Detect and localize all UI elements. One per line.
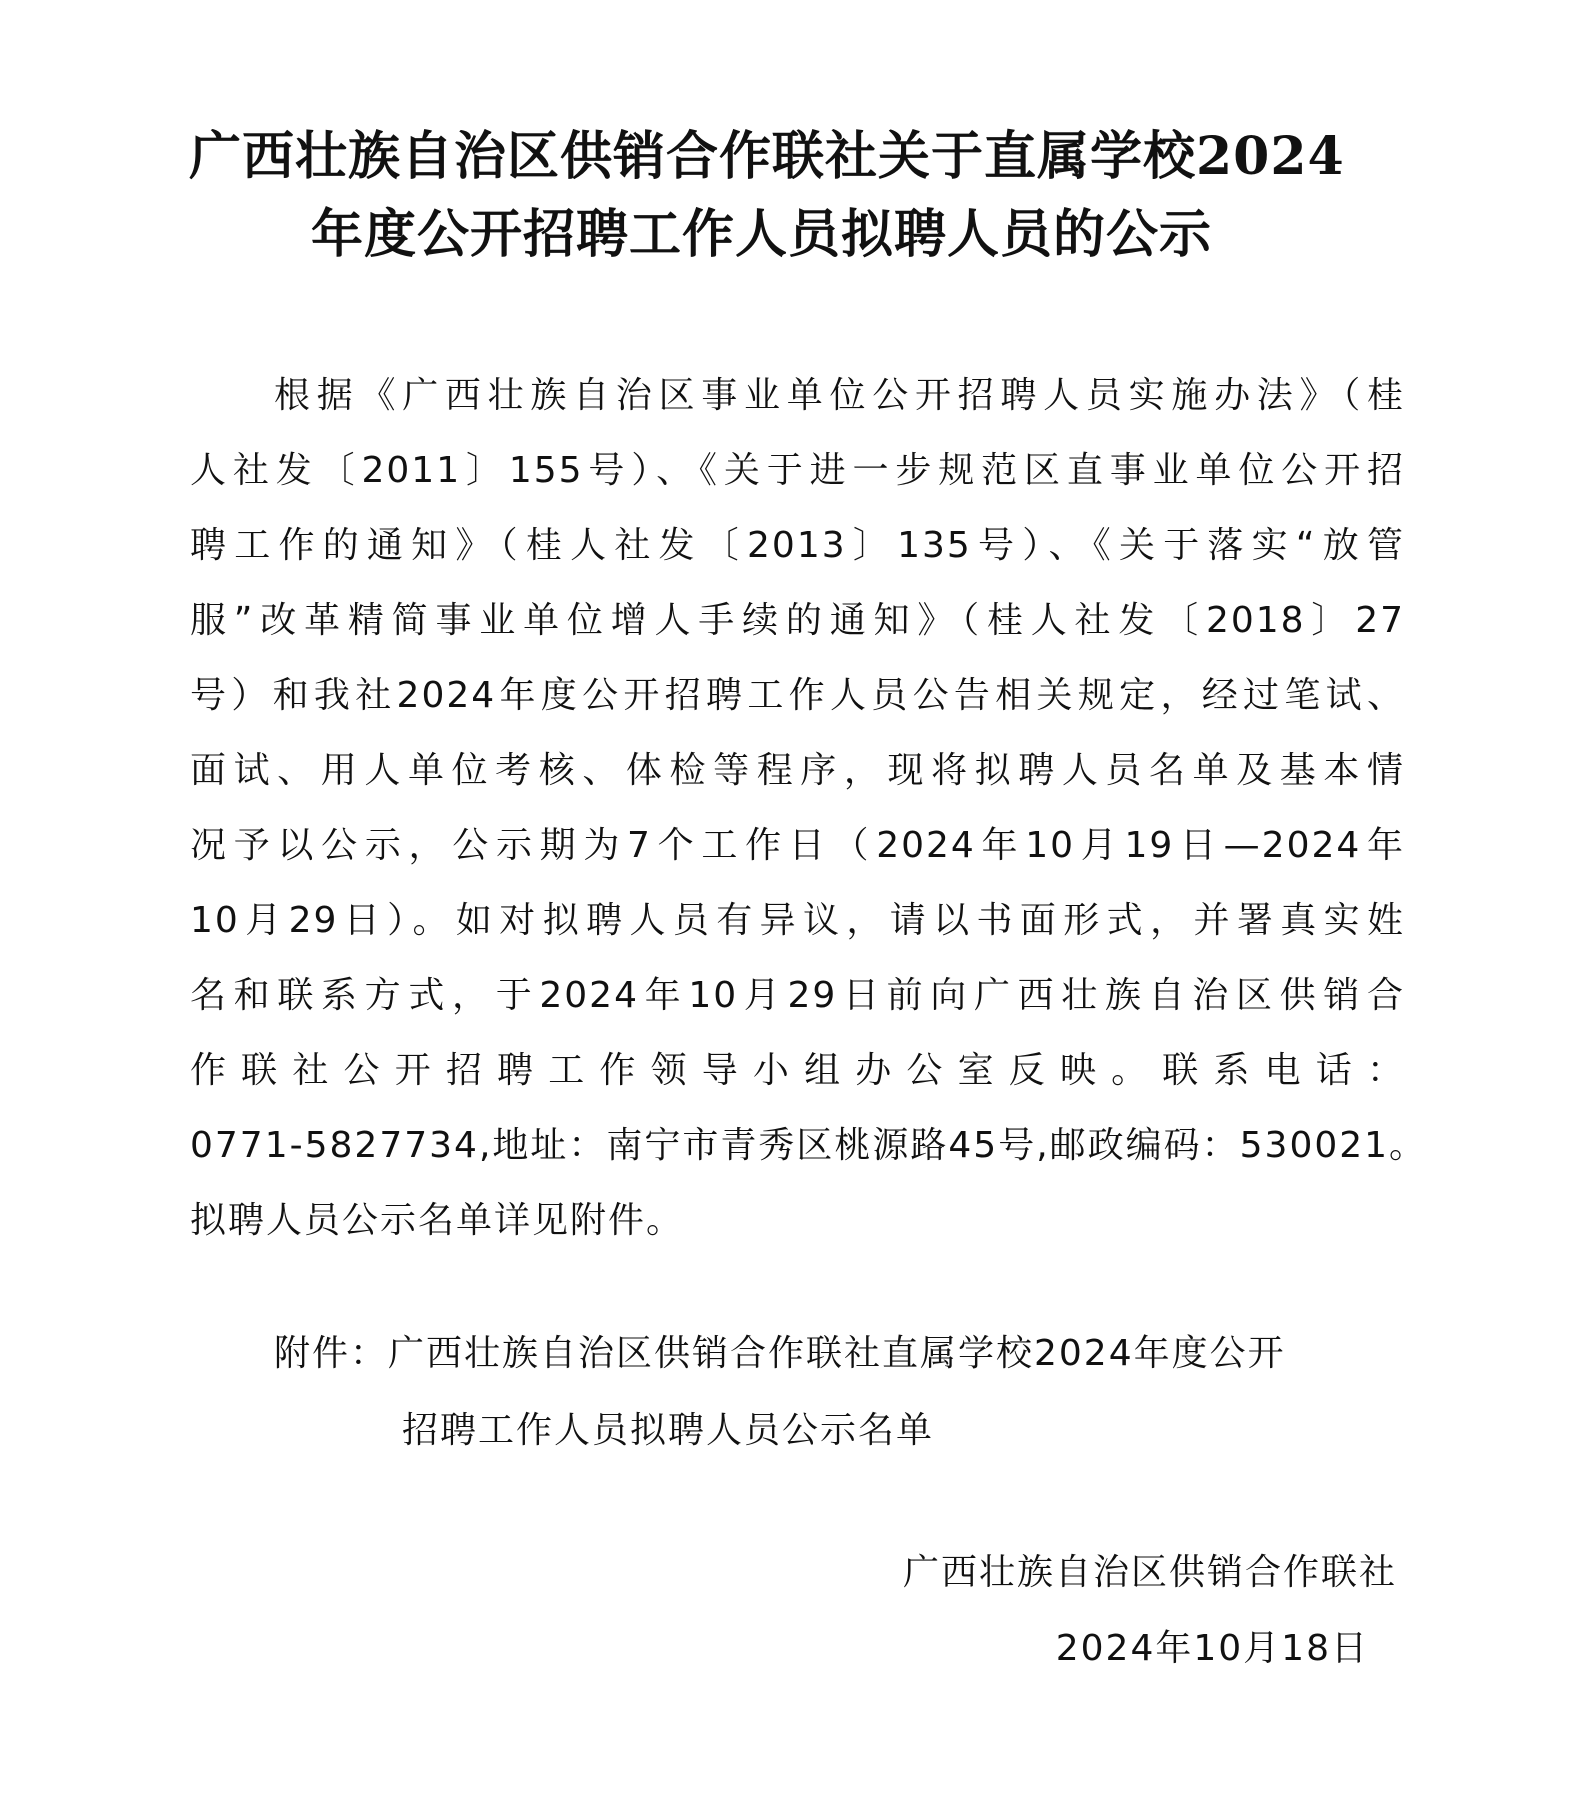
signature-organization: 广西壮族自治区供销合作联社 (902, 1552, 1397, 1593)
body-line: 根据《广西壮族自治区事业单位公开招聘人员实施办法》（桂 (274, 375, 1405, 416)
title-line-1: 广西壮族自治区供销合作联社关于直属学校2024 (189, 126, 1345, 187)
attachment-note (274, 1315, 1405, 1469)
body-line: 0771-5827734,地址：南宁市青秀区桃源路45号,邮政编码：530021。 (190, 1125, 1428, 1166)
title-line-2: 年度公开招聘工作人员拟聘人员的公示 (311, 204, 1213, 265)
document-title (185, 118, 1405, 274)
signature-date: 2024年10月18日 (1055, 1628, 1369, 1669)
body-line: 况予以公示，公示期为7个工作日（2024年10月19日—2024年 (190, 825, 1405, 866)
body-paragraph (190, 358, 1428, 1258)
body-line: 名和联系方式，于2024年10月29日前向广西壮族自治区供销合 (190, 975, 1405, 1016)
body-line: 作联社公开招聘工作领导小组办公室反映。联系电话： (190, 1050, 1405, 1091)
body-line: 服”改革精简事业单位增人手续的通知》（桂人社发〔2018〕27 (190, 600, 1405, 641)
body-line: 面试、用人单位考核、体检等程序，现将拟聘人员名单及基本情 (190, 750, 1405, 791)
attachment-line-2: 招聘工作人员拟聘人员公示名单 (402, 1410, 935, 1451)
signature-block (903, 1535, 1397, 1687)
body-line: 号）和我社2024年度公开招聘工作人员公告相关规定，经过笔试、 (190, 675, 1405, 716)
body-line: 人社发〔2011〕155号）、《关于进一步规范区直事业单位公开招 (190, 450, 1405, 491)
body-line: 聘工作的通知》（桂人社发〔2013〕135号）、《关于落实“放管 (190, 525, 1405, 566)
body-line: 拟聘人员公示名单详见附件。 (190, 1200, 685, 1241)
body-line: 10月29日）。如对拟聘人员有异议，请以书面形式，并署真实姓 (190, 900, 1405, 941)
attachment-line-1: 附件：广西壮族自治区供销合作联社直属学校2024年度公开 (274, 1333, 1286, 1374)
